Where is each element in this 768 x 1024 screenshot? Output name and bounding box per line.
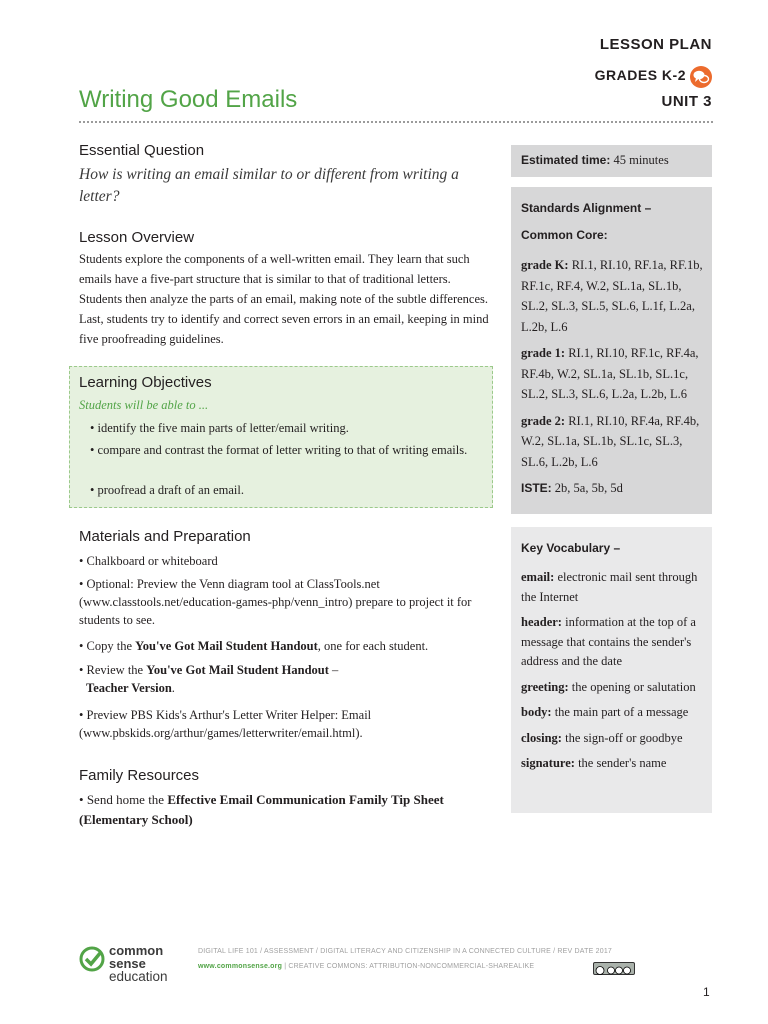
material-item: • Review the You've Got Mail Student Handout – Teacher Version.: [79, 663, 339, 695]
vocab-item: signature: the sender's name: [521, 756, 667, 770]
grade-1-standards: grade 1: RI.1, RI.10, RF.1c, RF.4a, RF.4b, W.2, SL.1a, SL.1b, SL.1c, SL.2, SL.3, SL.6, L.2a, L.2b, L.6: [521, 346, 699, 401]
lesson-overview-text: Students explore the components of a well-written email. They learn that such emails have a five-part structure that is similar to that of traditional letters. Students then analyze the parts of an email, making note of the subtle differences. Last, students try to identify and correct seven errors in an email, keeping in mind five proofreading guidelines.: [79, 252, 489, 346]
estimated-time-box: [511, 145, 712, 177]
checkmark-logo-icon: [79, 946, 105, 977]
family-resources-heading: Family Resources: [79, 767, 200, 784]
standards-box: [511, 187, 712, 514]
material-item: • Copy the You've Got Mail Student Handout, one for each student.: [79, 639, 429, 653]
vocab-item: email: electronic mail sent through the Internet: [521, 570, 698, 604]
material-item: • Chalkboard or whiteboard: [79, 554, 218, 568]
materials-heading: Materials and Preparation: [79, 528, 251, 545]
common-sense-logo: common sense education: [109, 943, 168, 984]
learning-objectives-heading: Learning Objectives: [79, 374, 212, 391]
estimated-time-label: Estimated time:: [521, 153, 611, 167]
objective-item: • proofread a draft of an email.: [90, 483, 244, 497]
page-title: Writing Good Emails: [79, 86, 298, 113]
standards-title: Standards Alignment –: [521, 201, 652, 215]
unit-label: UNIT 3: [661, 93, 712, 110]
vocab-item: greeting: the opening or salutation: [521, 679, 696, 694]
footer-course-line: DIGITAL LIFE 101 / ASSESSMENT / DIGITAL LITERACY AND CITIZENSHIP IN A CONNECTED CULTURE / REV DATE 2017: [198, 948, 613, 955]
footer-url[interactable]: www.commonsense.org: [198, 963, 283, 970]
header-divider: [79, 121, 713, 123]
page-number: 1: [703, 985, 710, 999]
material-item: • Preview PBS Kids's Arthur's Letter Writer Helper: Email (www.pbskids.org/arthur/games/letterwriter/email.html).: [79, 708, 372, 740]
estimated-time-value: 45 minutes: [613, 153, 669, 167]
vocab-item: body: the main part of a message: [521, 705, 689, 719]
vocabulary-box: [511, 527, 712, 813]
vocabulary-title: Key Vocabulary –: [521, 541, 621, 555]
creative-commons-badge-icon: [593, 962, 635, 975]
grades-label: GRADES K-2: [594, 67, 686, 83]
grade-k-standards: grade K: RI.1, RI.10, RF.1a, RF.1b, RF.1c, RF.4, W.2, SL.1a, SL.1b, SL.2, SL.3, SL.5, SL.6, L.1f, L.2a, L.2b, L.6: [521, 258, 703, 334]
lesson-plan-label: LESSON PLAN: [599, 36, 712, 53]
footer-license-line: www.commonsense.org | CREATIVE COMMONS: ATTRIBUTION-NONCOMMERCIAL-SHAREALIKE: [198, 963, 535, 970]
speech-bubbles-icon: [690, 66, 712, 88]
iste-standards: ISTE: 2b, 5a, 5b, 5d: [521, 481, 623, 495]
lesson-overview-heading: Lesson Overview: [79, 229, 195, 246]
grade-2-standards: grade 2: RI.1, RI.10, RF.4a, RF.4b, W.2, SL.1a, SL.1b, SL.1c, SL.3, SL.6, L.2b, L.6: [521, 413, 700, 469]
essential-question-text: How is writing an email similar to or different from writing a letter?: [79, 166, 459, 205]
family-resource-item: • Send home the Effective Email Communication Family Tip Sheet (Elementary School): [79, 792, 444, 827]
material-item: • Optional: Preview the Venn diagram tool at ClassTools.net (www.classtools.net/education-games-php/venn_intro) prepare to project it for students to see.: [79, 577, 472, 627]
vocab-item: closing: the sign-off or goodbye: [521, 730, 683, 745]
vocab-item: header: information at the top of a message that contains the sender's address and the date: [521, 615, 696, 668]
objective-item: • compare and contrast the format of letter writing to that of writing emails.: [90, 443, 468, 457]
essential-question-heading: Essential Question: [79, 142, 205, 159]
learning-objectives-subheading: Students will be able to ...: [79, 398, 209, 412]
common-core-title: Common Core:: [521, 228, 608, 242]
objective-item: • identify the five main parts of letter/email writing.: [90, 421, 349, 435]
